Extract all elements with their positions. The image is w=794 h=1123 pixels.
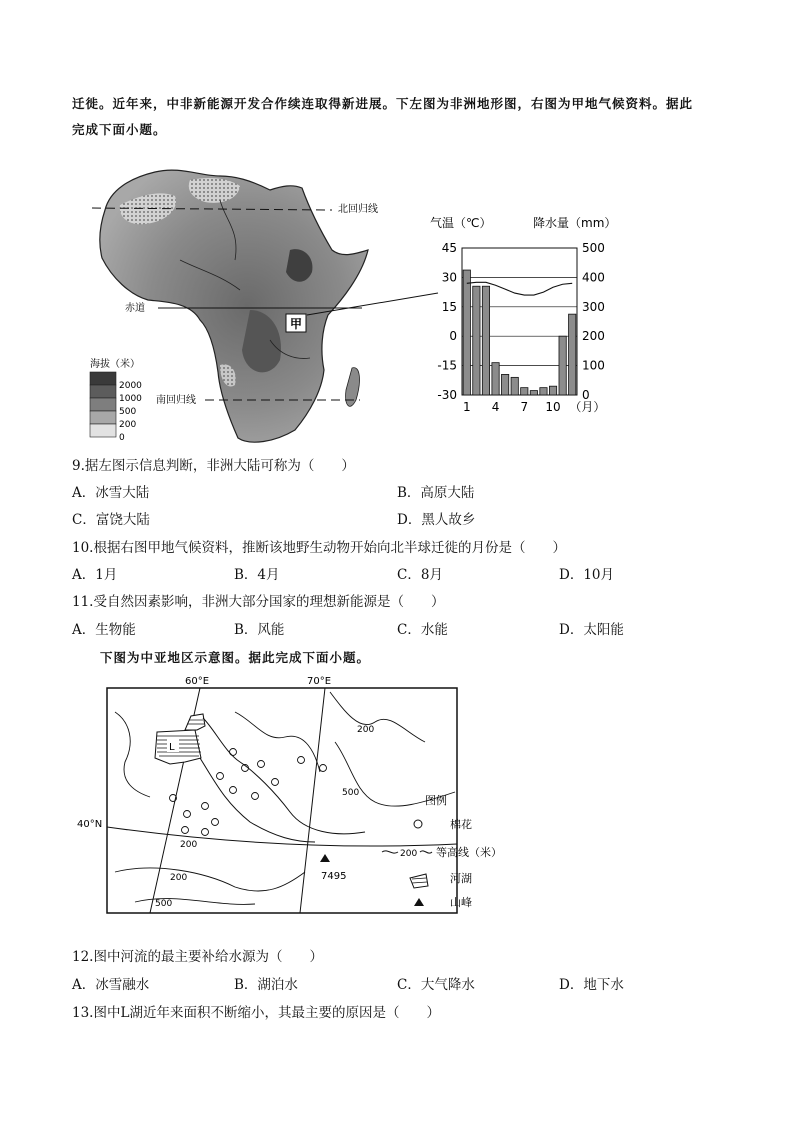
contour-200-c: 200 [170,873,188,883]
legend-title: 图例 [425,794,447,807]
river-lake-icon [410,874,428,888]
svg-text:200: 200 [119,420,137,430]
contour-500-a: 500 [342,788,360,798]
lon-60-label: 60°E [185,676,210,687]
precipitation-bar-month-2 [473,286,480,395]
question-10: 10.根据右图甲地气候资料，推断该地野生动物开始向北半球迁徙的月份是（ ） [72,540,566,556]
temperature-tick-label: 30 [441,270,457,285]
contour-500-b: 500 [155,899,173,909]
question-9: 9.据左图示信息判断，非洲大陆可称为（ ） [72,458,355,474]
svg-text:1000: 1000 [119,394,142,404]
legend-river-lake: 河湖 [450,872,472,885]
place-jia-label: 甲 [289,317,303,331]
tropic-of-capricorn-label: 南回归线 [156,395,196,406]
q9-option-a[interactable]: A．冰雪大陆 [72,485,150,501]
elevation-legend [90,372,142,443]
precipitation-tick-label: 100 [582,358,605,373]
lake-l-label: L [169,742,175,753]
q11-option-b[interactable]: B．风能 [234,622,285,638]
q9-option-c[interactable]: C．富饶大陆 [72,512,150,528]
month-tick-label: 10 [545,400,561,414]
precipitation-bar-month-3 [482,286,489,395]
svg-text:0: 0 [119,433,125,443]
equator-label: 赤道 [125,303,145,314]
q12-option-d[interactable]: D．地下水 [559,977,624,993]
contour-200-b: 200 [180,840,198,850]
q12-option-c[interactable]: C．大气降水 [397,977,475,993]
precipitation-tick-label: 500 [582,241,605,255]
q11-option-c[interactable]: C．水能 [397,622,448,638]
climate-chart [425,210,625,425]
legend-peak: 山峰 [450,896,472,909]
africa-relief-map [70,150,440,450]
peak-icon [414,898,424,906]
cotton-icon [414,820,422,828]
q9-option-d[interactable]: D．黑人故乡 [397,512,476,528]
precipitation-tick-label: 300 [582,299,605,314]
temperature-axis-title: 气温（℃） [430,216,492,230]
precipitation-tick-label: 400 [582,270,605,285]
question-11: 11.受自然因素影响，非洲大部分国家的理想新能源是（ ） [72,594,445,610]
precipitation-bar-month-12 [569,314,576,395]
precipitation-bar-month-4 [492,363,499,395]
q9-option-b[interactable]: B．高原大陆 [397,485,475,501]
precipitation-bar-month-5 [501,374,508,395]
temperature-tick-label: 45 [441,241,457,255]
svg-text:500: 500 [119,407,137,417]
precipitation-bar-month-11 [559,336,566,395]
precipitation-bar-month-1 [463,270,470,395]
legend-cotton: 棉花 [450,818,472,831]
month-axis-unit: （月） [569,400,606,414]
elevation-legend-title: 海拔（米） [90,359,140,370]
q11-option-d[interactable]: D．太阳能 [559,622,624,638]
legend-contour-value: 200 [400,849,418,859]
precipitation-bar-month-7 [521,388,528,395]
month-tick-label: 7 [520,400,529,414]
q12-option-b[interactable]: B．湖泊水 [234,977,298,993]
precipitation-bar-month-9 [540,388,547,395]
central-asia-legend [380,790,520,915]
intro-line-2: 完成下面小题。 [72,122,167,137]
svg-text:2000: 2000 [119,381,142,391]
lon-70-label: 70°E [307,676,332,687]
precipitation-tick-label: 0 [582,388,590,402]
q10-option-a[interactable]: A．1月 [72,567,118,583]
legend-contour: 等高线（米） [436,846,502,859]
temperature-tick-label: 15 [441,299,457,314]
month-tick-label: 1 [462,400,471,414]
precipitation-axis-title: 降水量（mm） [533,216,617,230]
intro-line-1: 迁徙。近年来，中非新能源开发合作续连取得新进展。下左图为非洲地形图，右图为甲地气候资料。据此 [72,96,694,111]
contour-200-a: 200 [357,725,375,735]
precipitation-bar-month-8 [530,391,537,395]
question-13: 13.图中L湖近年来面积不断缩小，其最主要的原因是（ ） [72,1005,440,1021]
precipitation-bar-month-10 [549,386,556,395]
peak-height-label: 7495 [321,871,347,882]
precipitation-tick-label: 200 [582,329,605,344]
q10-option-d[interactable]: D．10月 [559,567,615,583]
q10-option-b[interactable]: B．4月 [234,567,280,583]
temperature-tick-label: 0 [449,329,457,344]
question-12: 12.图中河流的最主要补给水源为（ ） [72,949,323,965]
central-asia-intro: 下图为中亚地区示意图。据此完成下面小题。 [100,650,371,665]
q12-option-a[interactable]: A．冰雪融水 [72,977,150,993]
q10-option-c[interactable]: C．8月 [397,567,443,583]
tropic-of-cancer-label: 北回归线 [338,204,378,215]
temperature-tick-label: -30 [437,388,457,402]
month-tick-label: 4 [491,400,500,414]
q11-option-a[interactable]: A．生物能 [72,622,136,638]
lat-40-label: 40°N [77,819,103,830]
precipitation-bar-month-6 [511,377,518,395]
temperature-tick-label: -15 [437,358,457,373]
